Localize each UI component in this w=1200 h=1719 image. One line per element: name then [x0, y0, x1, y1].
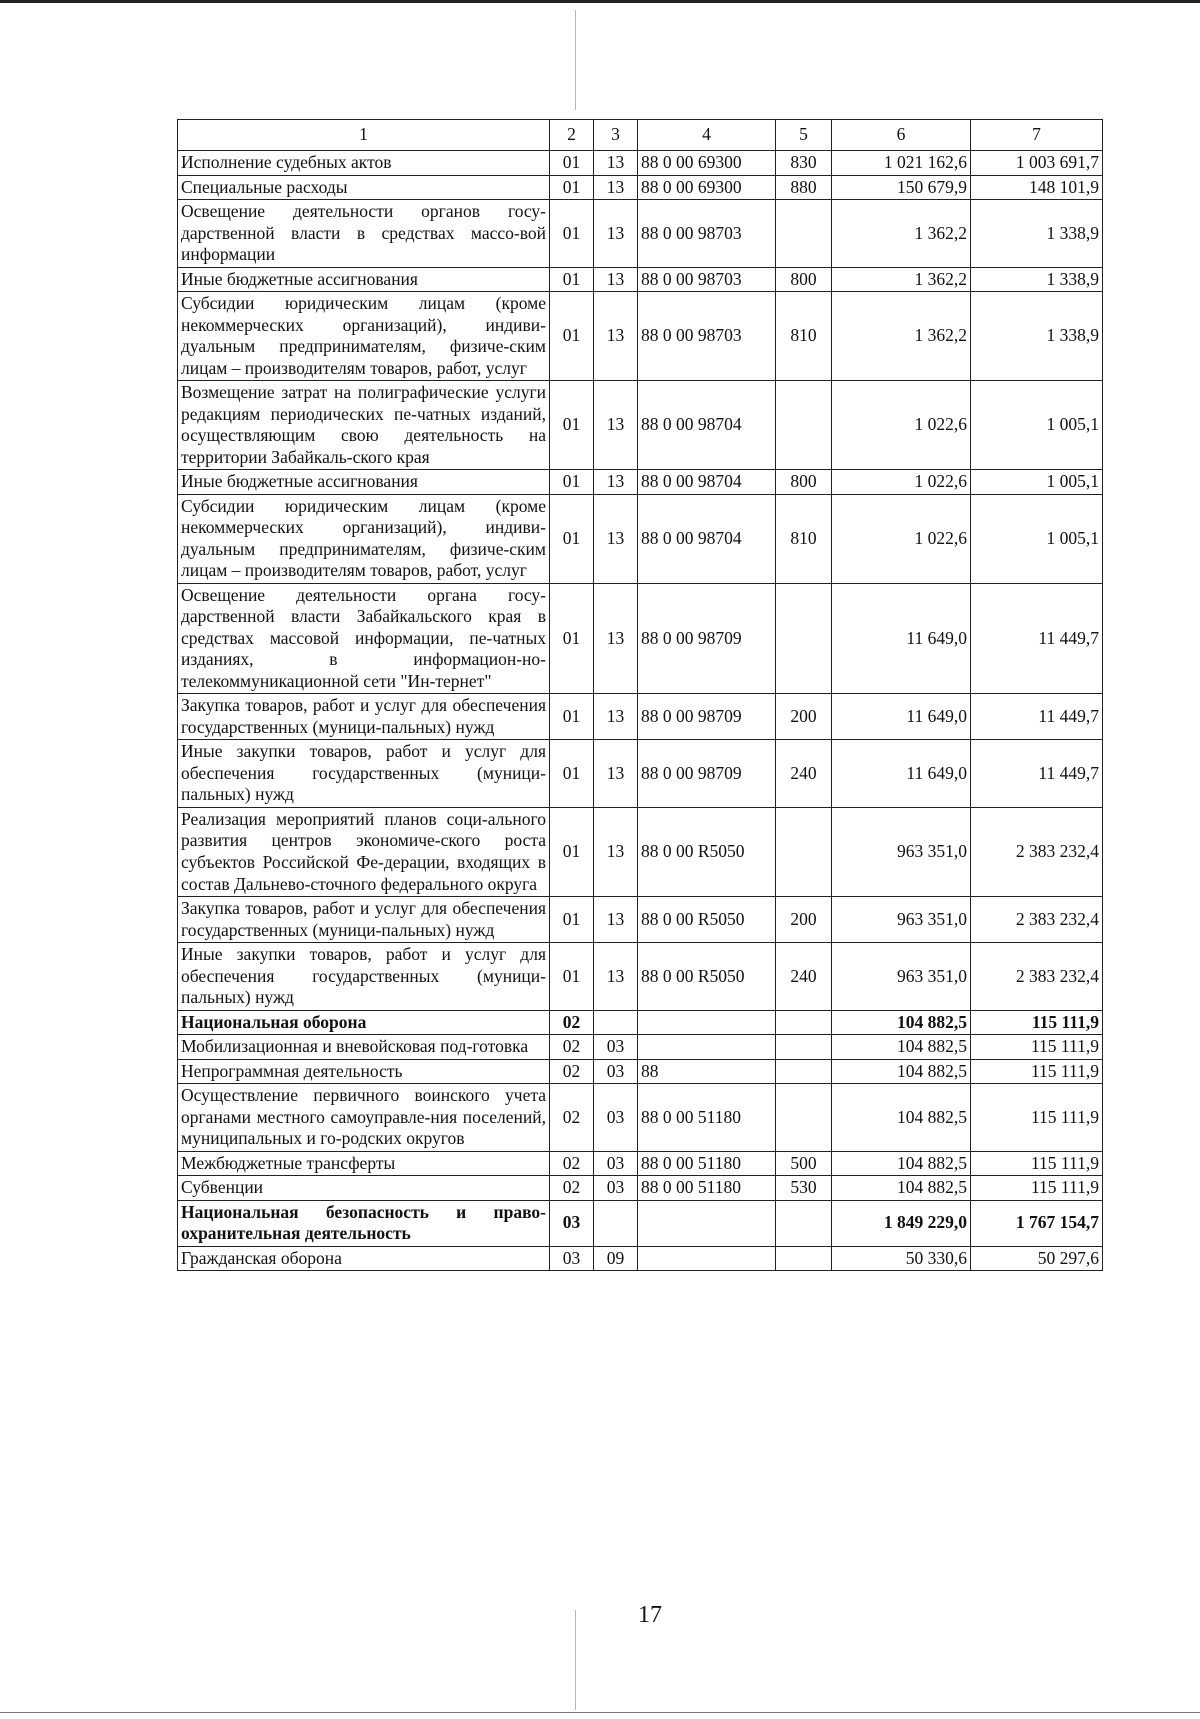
section-code-cell: 01: [550, 200, 594, 268]
amount-year2-cell: 2 383 232,4: [971, 807, 1103, 896]
section-code-cell: 03: [550, 1200, 594, 1246]
scan-fold-line-bottom: [575, 1610, 576, 1710]
row-name-cell: Гражданская оборона: [178, 1246, 550, 1271]
table-row: [178, 1200, 1103, 1246]
table-row: [178, 897, 1103, 943]
table-row: [178, 200, 1103, 268]
subsection-code-cell: [594, 1200, 638, 1246]
table-row: [178, 807, 1103, 896]
expense-type-cell: [776, 1059, 832, 1084]
expense-type-cell: [776, 583, 832, 694]
table-row: [178, 175, 1103, 200]
table-row: [178, 1151, 1103, 1176]
table-row: [178, 1035, 1103, 1060]
amount-year1-cell: 1 021 162,6: [832, 151, 971, 176]
expense-type-cell: [776, 200, 832, 268]
target-article-cell: 88 0 00 R5050: [638, 897, 776, 943]
table-row: [178, 267, 1103, 292]
amount-year2-cell: 1 338,9: [971, 292, 1103, 381]
row-name-cell: Осуществление первичного воинского учета органами местного самоуправле-ния поселений, муниципальных и го-родских округов: [178, 1084, 550, 1152]
subsection-code-cell: 13: [594, 494, 638, 583]
amount-year1-cell: 963 351,0: [832, 807, 971, 896]
row-name-cell: Иные бюджетные ассигнования: [178, 267, 550, 292]
expense-type-cell: [776, 1010, 832, 1035]
amount-year1-cell: 104 882,5: [832, 1035, 971, 1060]
amount-year2-cell: 1 767 154,7: [971, 1200, 1103, 1246]
target-article-cell: 88 0 00 98704: [638, 381, 776, 470]
section-code-cell: 02: [550, 1084, 594, 1152]
table-row: [178, 151, 1103, 176]
target-article-cell: 88: [638, 1059, 776, 1084]
subsection-code-cell: 03: [594, 1176, 638, 1201]
amount-year1-cell: 1 362,2: [832, 267, 971, 292]
target-article-cell: 88 0 00 98703: [638, 200, 776, 268]
amount-year2-cell: 115 111,9: [971, 1059, 1103, 1084]
amount-year1-cell: 104 882,5: [832, 1151, 971, 1176]
amount-year1-cell: 1 362,2: [832, 292, 971, 381]
row-name-cell: Национальная безопасность и право-охранительная деятельность: [178, 1200, 550, 1246]
subsection-code-cell: 09: [594, 1246, 638, 1271]
amount-year2-cell: 11 449,7: [971, 694, 1103, 740]
amount-year1-cell: 1 362,2: [832, 200, 971, 268]
subsection-code-cell: 03: [594, 1035, 638, 1060]
row-name-cell: Освещение деятельности органа госу-дарственной власти Забайкальского края в средствах массовой информации, пе-чатных изданиях, в информацион-но-телекоммуникационной сети "Ин-тернет": [178, 583, 550, 694]
target-article-cell: 88 0 00 98704: [638, 470, 776, 495]
header-cell-1: 1: [178, 120, 550, 151]
table-row: [178, 694, 1103, 740]
header-row: [178, 120, 1103, 151]
target-article-cell: [638, 1246, 776, 1271]
amount-year2-cell: 11 449,7: [971, 583, 1103, 694]
scan-fold-line-top: [575, 10, 576, 110]
section-code-cell: 02: [550, 1151, 594, 1176]
row-name-cell: Иные бюджетные ассигнования: [178, 470, 550, 495]
target-article-cell: 88 0 00 98704: [638, 494, 776, 583]
amount-year1-cell: 1 022,6: [832, 381, 971, 470]
target-article-cell: 88 0 00 R5050: [638, 807, 776, 896]
header-cell-5: 5: [776, 120, 832, 151]
section-code-cell: 01: [550, 470, 594, 495]
target-article-cell: 88 0 00 69300: [638, 175, 776, 200]
target-article-cell: 88 0 00 R5050: [638, 943, 776, 1011]
expense-type-cell: 880: [776, 175, 832, 200]
amount-year1-cell: 150 679,9: [832, 175, 971, 200]
subsection-code-cell: 03: [594, 1059, 638, 1084]
amount-year2-cell: 115 111,9: [971, 1176, 1103, 1201]
row-name-cell: Субвенции: [178, 1176, 550, 1201]
budget-table: [177, 119, 1103, 1271]
expense-type-cell: 810: [776, 494, 832, 583]
target-article-cell: [638, 1035, 776, 1060]
amount-year1-cell: 104 882,5: [832, 1010, 971, 1035]
section-code-cell: 02: [550, 1059, 594, 1084]
amount-year2-cell: 1 003 691,7: [971, 151, 1103, 176]
subsection-code-cell: 13: [594, 470, 638, 495]
subsection-code-cell: [594, 1010, 638, 1035]
row-name-cell: Возмещение затрат на полиграфические услуги редакциям периодических пе-чатных изданий, осуществляющим свою деятельность на территории Забайкаль-ского края: [178, 381, 550, 470]
table-row: [178, 740, 1103, 808]
header-cell-3: 3: [594, 120, 638, 151]
subsection-code-cell: 13: [594, 267, 638, 292]
row-name-cell: Закупка товаров, работ и услуг для обеспечения государственных (муници-пальных) нужд: [178, 694, 550, 740]
expense-type-cell: 830: [776, 151, 832, 176]
table-body: [178, 120, 1103, 1271]
section-code-cell: 01: [550, 175, 594, 200]
row-name-cell: Специальные расходы: [178, 175, 550, 200]
bottom-border-line: [0, 1712, 1200, 1713]
subsection-code-cell: 13: [594, 583, 638, 694]
amount-year1-cell: 963 351,0: [832, 897, 971, 943]
target-article-cell: 88 0 00 51180: [638, 1176, 776, 1201]
target-article-cell: 88 0 00 98703: [638, 292, 776, 381]
row-name-cell: Национальная оборона: [178, 1010, 550, 1035]
header-cell-4: 4: [638, 120, 776, 151]
amount-year1-cell: 1 022,6: [832, 494, 971, 583]
target-article-cell: 88 0 00 98709: [638, 583, 776, 694]
section-code-cell: 01: [550, 267, 594, 292]
amount-year1-cell: 50 330,6: [832, 1246, 971, 1271]
amount-year1-cell: 104 882,5: [832, 1176, 971, 1201]
row-name-cell: Реализация мероприятий планов соци-ального развития центров экономиче-ского роста субъектов Российской Фе-дерации, входящих в состав Дальнево-сточного федерального округа: [178, 807, 550, 896]
subsection-code-cell: 13: [594, 200, 638, 268]
amount-year1-cell: 1 022,6: [832, 470, 971, 495]
section-code-cell: 01: [550, 381, 594, 470]
target-article-cell: 88 0 00 98703: [638, 267, 776, 292]
target-article-cell: 88 0 00 51180: [638, 1084, 776, 1152]
expense-type-cell: 200: [776, 897, 832, 943]
amount-year2-cell: 1 338,9: [971, 200, 1103, 268]
expense-type-cell: [776, 381, 832, 470]
table-row: [178, 943, 1103, 1011]
expense-type-cell: 500: [776, 1151, 832, 1176]
amount-year1-cell: 11 649,0: [832, 740, 971, 808]
section-code-cell: 01: [550, 694, 594, 740]
subsection-code-cell: 13: [594, 175, 638, 200]
table-row: [178, 1010, 1103, 1035]
target-article-cell: [638, 1010, 776, 1035]
target-article-cell: 88 0 00 98709: [638, 694, 776, 740]
subsection-code-cell: 13: [594, 694, 638, 740]
expense-type-cell: 240: [776, 740, 832, 808]
section-code-cell: 01: [550, 494, 594, 583]
section-code-cell: 01: [550, 292, 594, 381]
row-name-cell: Освещение деятельности органов госу-дарственной власти в средствах массо-вой информации: [178, 200, 550, 268]
amount-year2-cell: 1 338,9: [971, 267, 1103, 292]
expense-type-cell: 800: [776, 470, 832, 495]
subsection-code-cell: 13: [594, 897, 638, 943]
amount-year1-cell: 104 882,5: [832, 1059, 971, 1084]
target-article-cell: 88 0 00 69300: [638, 151, 776, 176]
table-row: [178, 1176, 1103, 1201]
amount-year2-cell: 1 005,1: [971, 381, 1103, 470]
subsection-code-cell: 13: [594, 943, 638, 1011]
row-name-cell: Иные закупки товаров, работ и услуг для обеспечения государственных (муници-пальных) нужд: [178, 740, 550, 808]
row-name-cell: Субсидии юридическим лицам (кроме некоммерческих организаций), индиви-дуальным предпринимателям, физиче-ским лицам – производителям товаров, работ, услуг: [178, 292, 550, 381]
table-row: [178, 583, 1103, 694]
row-name-cell: Субсидии юридическим лицам (кроме некоммерческих организаций), индиви-дуальным предпринимателям, физиче-ским лицам – производителям товаров, работ, услуг: [178, 494, 550, 583]
expense-type-cell: [776, 1200, 832, 1246]
subsection-code-cell: 13: [594, 151, 638, 176]
amount-year2-cell: 2 383 232,4: [971, 897, 1103, 943]
expense-type-cell: 810: [776, 292, 832, 381]
amount-year2-cell: 11 449,7: [971, 740, 1103, 808]
amount-year2-cell: 50 297,6: [971, 1246, 1103, 1271]
section-code-cell: 02: [550, 1010, 594, 1035]
amount-year2-cell: 115 111,9: [971, 1035, 1103, 1060]
section-code-cell: 01: [550, 740, 594, 808]
section-code-cell: 01: [550, 897, 594, 943]
amount-year1-cell: 104 882,5: [832, 1084, 971, 1152]
amount-year2-cell: 115 111,9: [971, 1084, 1103, 1152]
amount-year2-cell: 115 111,9: [971, 1151, 1103, 1176]
subsection-code-cell: 13: [594, 381, 638, 470]
expense-type-cell: 240: [776, 943, 832, 1011]
section-code-cell: 02: [550, 1176, 594, 1201]
table-row: [178, 292, 1103, 381]
expense-type-cell: [776, 807, 832, 896]
table-row: [178, 381, 1103, 470]
amount-year1-cell: 963 351,0: [832, 943, 971, 1011]
subsection-code-cell: 13: [594, 292, 638, 381]
table-row: [178, 1246, 1103, 1271]
expense-type-cell: 200: [776, 694, 832, 740]
amount-year2-cell: 148 101,9: [971, 175, 1103, 200]
row-name-cell: Иные закупки товаров, работ и услуг для обеспечения государственных (муници-пальных) нужд: [178, 943, 550, 1011]
expense-type-cell: 530: [776, 1176, 832, 1201]
target-article-cell: [638, 1200, 776, 1246]
amount-year2-cell: 115 111,9: [971, 1010, 1103, 1035]
expense-type-cell: 800: [776, 267, 832, 292]
subsection-code-cell: 03: [594, 1084, 638, 1152]
amount-year1-cell: 1 849 229,0: [832, 1200, 971, 1246]
expense-type-cell: [776, 1246, 832, 1271]
section-code-cell: 01: [550, 151, 594, 176]
table-row: [178, 494, 1103, 583]
section-code-cell: 01: [550, 943, 594, 1011]
row-name-cell: Мобилизационная и вневойсковая под-готовка: [178, 1035, 550, 1060]
amount-year1-cell: 11 649,0: [832, 694, 971, 740]
expense-type-cell: [776, 1035, 832, 1060]
expense-type-cell: [776, 1084, 832, 1152]
section-code-cell: 02: [550, 1035, 594, 1060]
header-cell-7: 7: [971, 120, 1103, 151]
table-row: [178, 470, 1103, 495]
amount-year2-cell: 1 005,1: [971, 470, 1103, 495]
row-name-cell: Межбюджетные трансферты: [178, 1151, 550, 1176]
section-code-cell: 03: [550, 1246, 594, 1271]
subsection-code-cell: 13: [594, 740, 638, 808]
header-cell-6: 6: [832, 120, 971, 151]
amount-year2-cell: 1 005,1: [971, 494, 1103, 583]
row-name-cell: Непрограммная деятельность: [178, 1059, 550, 1084]
table-row: [178, 1084, 1103, 1152]
subsection-code-cell: 03: [594, 1151, 638, 1176]
target-article-cell: 88 0 00 51180: [638, 1151, 776, 1176]
section-code-cell: 01: [550, 807, 594, 896]
subsection-code-cell: 13: [594, 807, 638, 896]
amount-year1-cell: 11 649,0: [832, 583, 971, 694]
table-row: [178, 1059, 1103, 1084]
amount-year2-cell: 2 383 232,4: [971, 943, 1103, 1011]
top-border-line: [0, 0, 1200, 3]
target-article-cell: 88 0 00 98709: [638, 740, 776, 808]
page-number: 17: [638, 1602, 662, 1628]
header-cell-2: 2: [550, 120, 594, 151]
row-name-cell: Исполнение судебных актов: [178, 151, 550, 176]
section-code-cell: 01: [550, 583, 594, 694]
row-name-cell: Закупка товаров, работ и услуг для обеспечения государственных (муници-пальных) нужд: [178, 897, 550, 943]
